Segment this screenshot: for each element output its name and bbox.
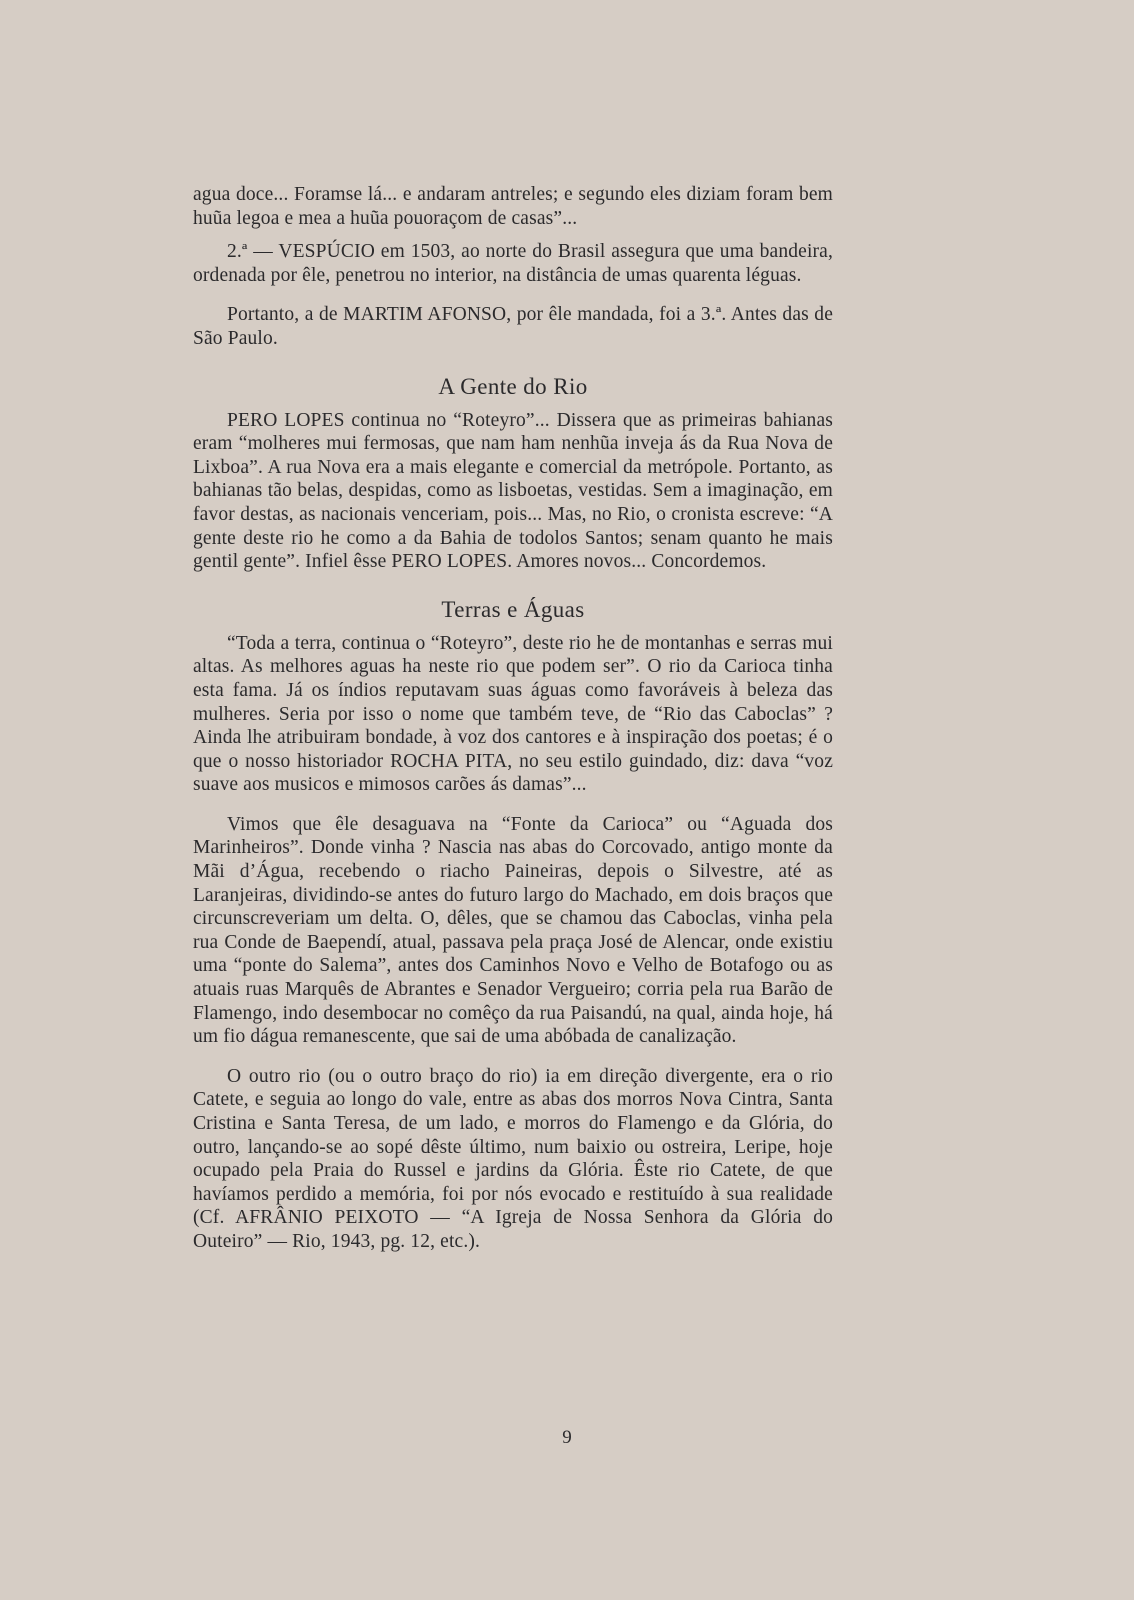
- paragraph-toda-a-terra: “Toda a terra, continua o “Roteyro”, deste rio he de montanhas e serras mui altas. As melhores aguas ha neste rio que podem ser”. O rio da Carioca tinha esta fama. Já os índios reputavam suas águas como favoráveis à beleza das mulheres. Seria por isso o nome que também teve, de “Rio das Caboclas” ? Ainda lhe atribuiram bondade, à voz dos cantores e à inspiração dos poetas; é o que o nosso historiador ROCHA PITA, no seu estilo guindado, diz: dava “voz suave aos musicos e mimosos carões ás damas”...: [193, 632, 833, 796]
- paragraph-carioca-river: Vimos que êle desaguava na “Fonte da Carioca” ou “Aguada dos Marinheiros”. Donde vinha ? Nascia nas abas do Corcovado, antigo monte da Mãi d’Água, recebendo o riacho Paineiras, depois o Silvestre, até as Laranjeiras, dividindo-se antes do futuro largo do Machado, em dois braços que circunscreveriam um delta. O, dêles, que se chamou das Caboclas, vinha pela rua Conde de Baependí, atual, passava pela praça José de Alencar, onde existiu uma “ponte do Salema”, antes dos Caminhos Novo e Velho de Botafogo ou as atuais ruas Marquês de Abrantes e Senador Vergueiro; corria pela rua Barão de Flamengo, indo desembocar no comêço da rua Paisandú, na qual, ainda hoje, há um fio dágua remanescente, que sai de uma abóbada de canalização.: [193, 813, 833, 1048]
- paragraph-pero-lopes: PERO LOPES continua no “Roteyro”... Dissera que as primeiras bahianas eram “molheres mui fermosas, que nam ham nenhũa inveja ás da Rua Nova de Lixboa”. A rua Nova era a mais elegante e comercial da metrópole. Portanto, as bahianas tão belas, despidas, como as lisboetas, vestidas. Sem a imaginação, em favor destas, as nacionais venceriam, pois... Mas, no Rio, o cronista escreve: “A gente deste rio he como a da Bahia de todolos Santos; senam quanto he mais gentil gente”. Infiel êsse PERO LOPES. Amores novos... Concordemos.: [193, 409, 833, 573]
- page-number: 9: [562, 1427, 572, 1448]
- page-body: [193, 183, 833, 1254]
- paragraph-vespucio: 2.ª — VESPÚCIO em 1503, ao norte do Brasil assegura que uma bandeira, ordenada por êle, penetrou no interior, na distância de umas quarenta léguas.: [193, 241, 833, 286]
- paragraph-rio-catete: O outro rio (ou o outro braço do rio) ia em direção divergente, era o rio Catete, e seguia ao longo do vale, entre as abas dos morros Nova Cintra, Santa Cristina e Santa Teresa, de um lado, e morros do Flamengo e da Glória, do outro, lançando-se ao sopé dêste último, num baixio ou ostreira, Leripe, hoje ocupado pela Praia do Russel e jardins da Glória. Êste rio Catete, de que havíamos perdido a memória, foi por nós evocado e restituído à sua realidade (Cf. AFRÂNIO PEIXOTO — “A Igreja de Nossa Senhora da Glória do Outeiro” — Rio, 1943, pg. 12, etc.).: [193, 1065, 833, 1252]
- section-heading-gente-do-rio: A Gente do Rio: [438, 373, 588, 399]
- paragraph-continuation: agua doce... Foramse lá... e andaram antreles; e segundo eles diziam foram bem huũa legoa e mea a huũa pouoraçom de casas”...: [193, 184, 833, 229]
- paragraph-martim-afonso: Portanto, a de MARTIM AFONSO, por êle mandada, foi a 3.ª. Antes das de São Paulo.: [193, 304, 833, 349]
- section-heading-terras-e-aguas: Terras e Águas: [441, 596, 585, 622]
